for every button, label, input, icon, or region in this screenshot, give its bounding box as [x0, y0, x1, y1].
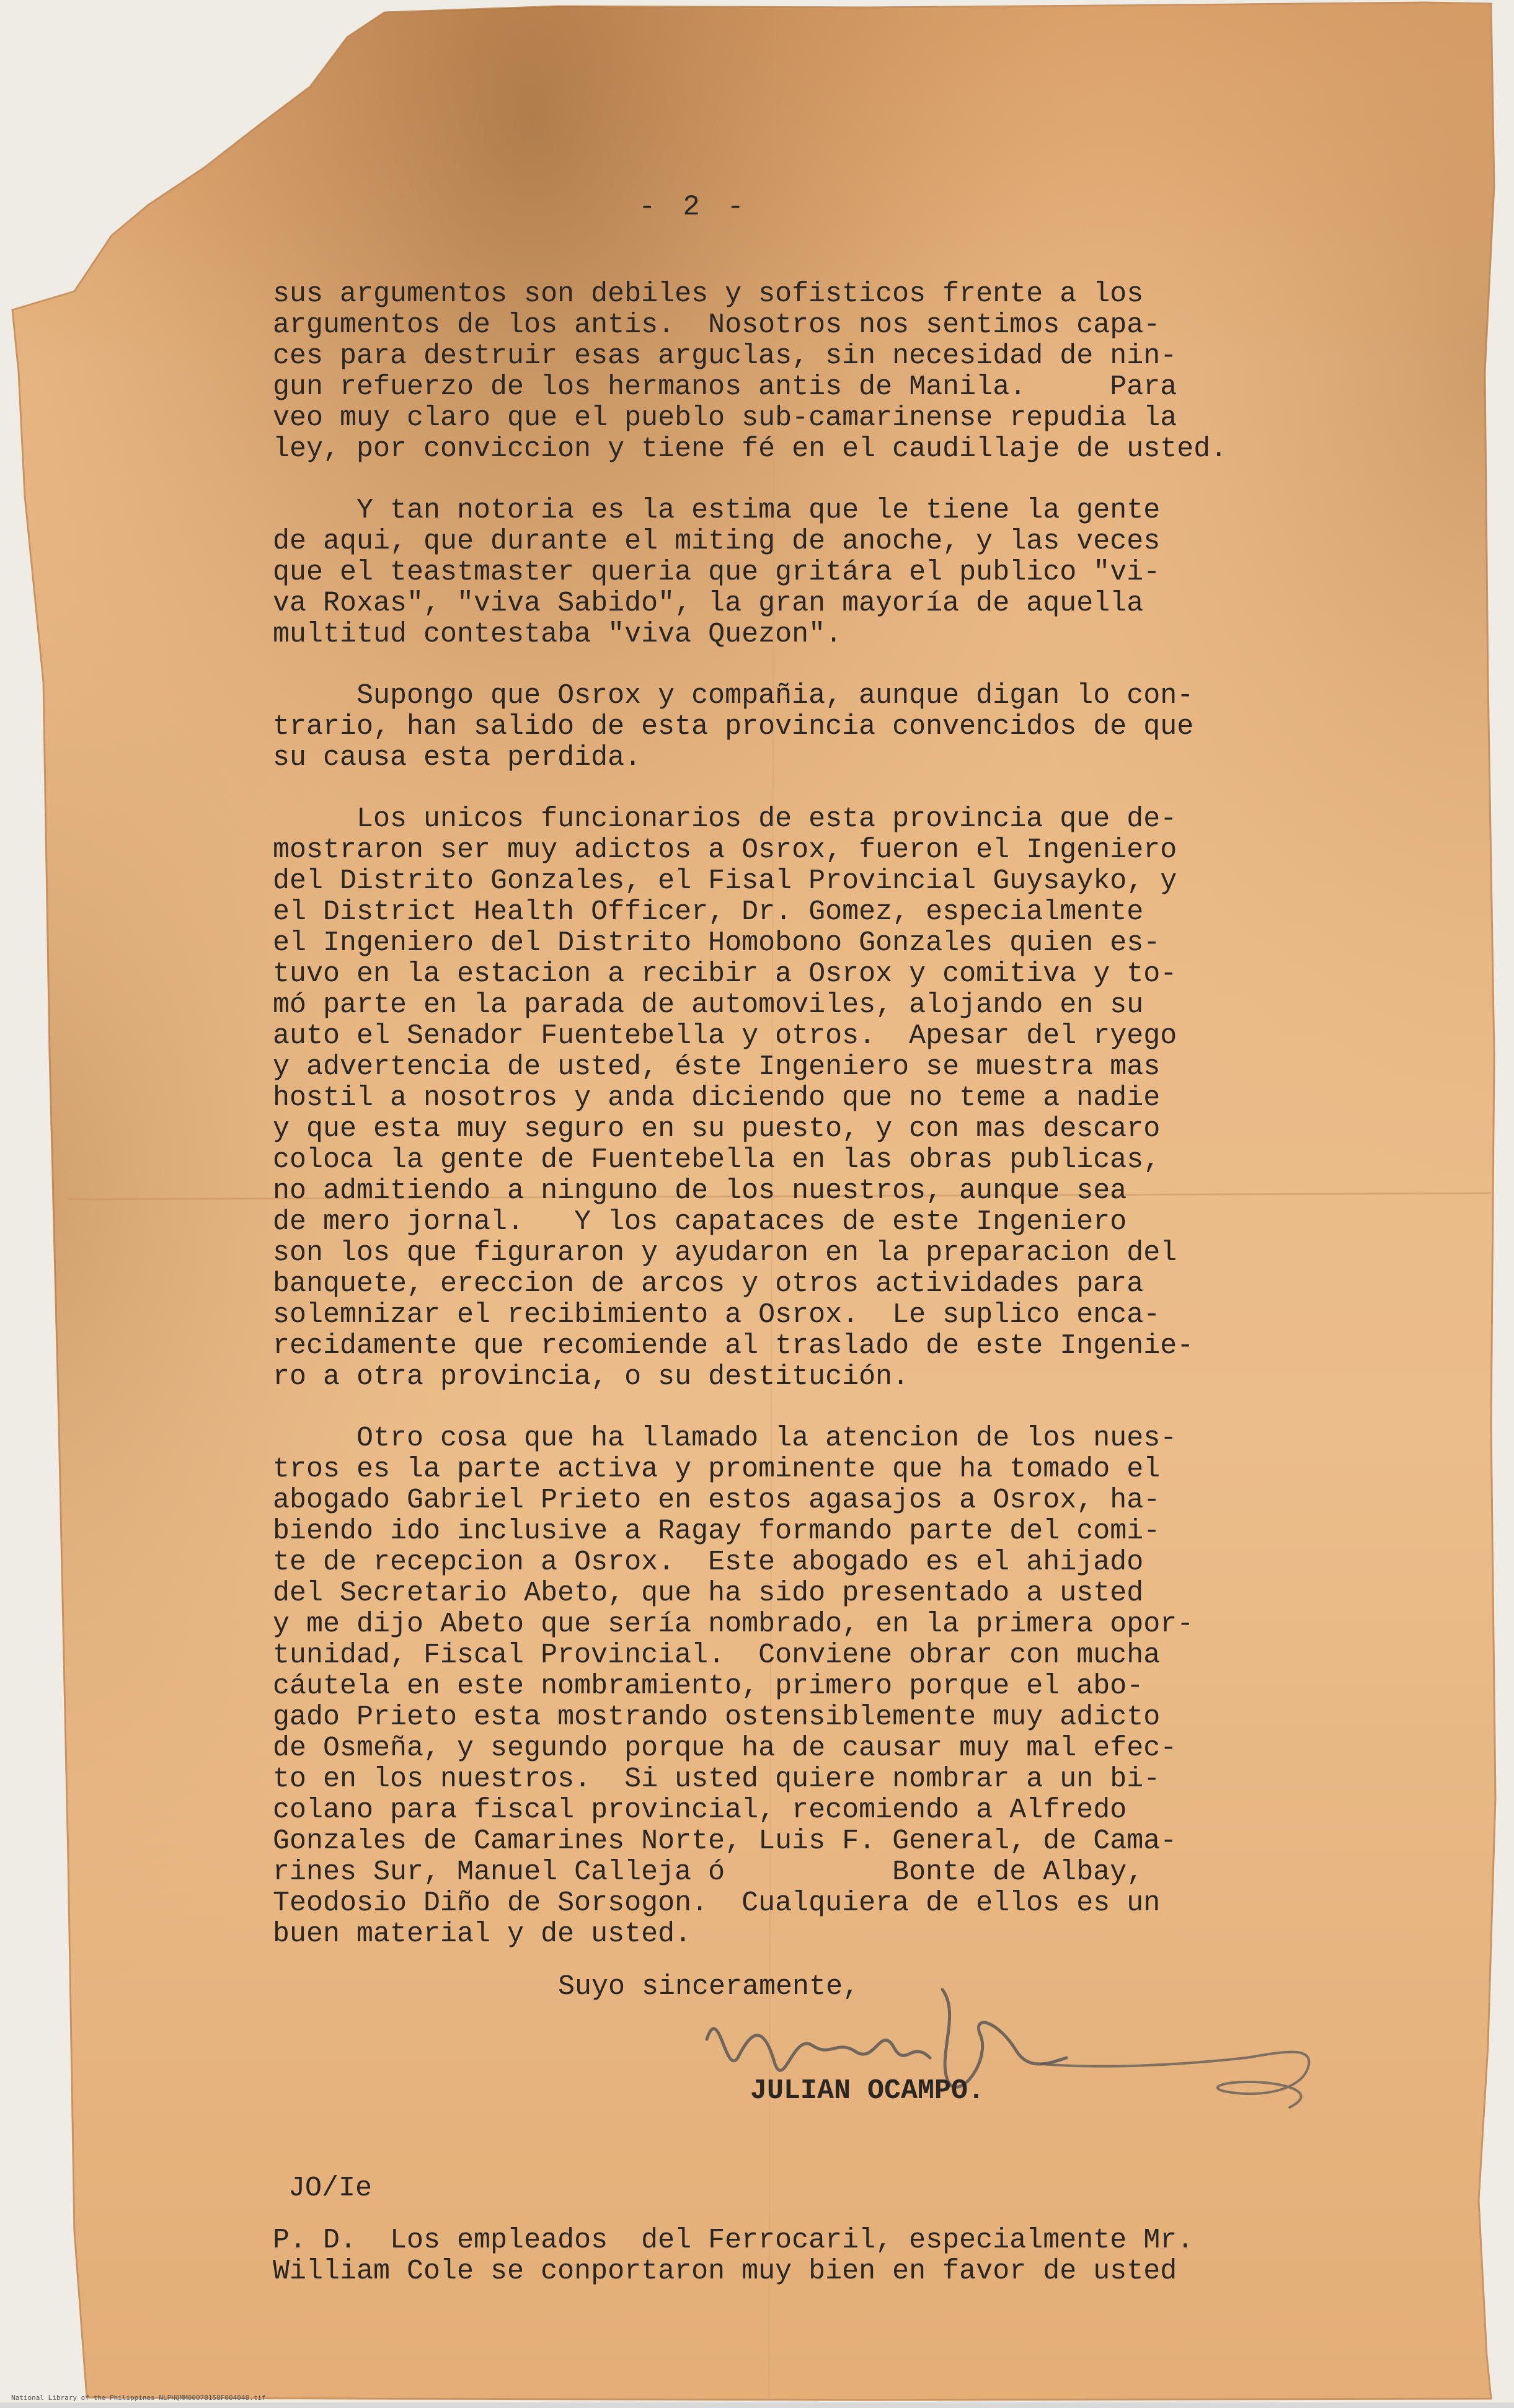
text-line: gado Prieto esta mostrando ostensiblemente muy adicto	[273, 1701, 1161, 1733]
paragraph-2	[273, 495, 1339, 650]
text-line: Gonzales de Camarines Norte, Luis F. General, de Cama-	[273, 1825, 1177, 1857]
text-line: coloca la gente de Fuentebella en las obras publicas,	[273, 1144, 1161, 1176]
text-line: P. D. Los empleados del Ferrocaril, especialmente Mr.	[273, 2225, 1194, 2256]
text-line: de aqui, que durante el miting de anoche, y las veces	[273, 526, 1161, 557]
text-line: de mero jornal. Y los capataces de este Ingeniero	[273, 1206, 1127, 1238]
text-line: del Distrito Gonzales, el Fisal Provincial Guysayko, y	[273, 865, 1177, 897]
text-line: solemnizar el recibimiento a Osrox. Le suplico enca-	[273, 1299, 1161, 1331]
text-line: hostil a nosotros y anda diciendo que no teme a nadie	[273, 1082, 1161, 1114]
text-line: y que esta muy seguro en su puesto, y con mas descaro	[273, 1113, 1161, 1145]
reference-initials: JO/Ie	[288, 2172, 373, 2204]
text-line: biendo ido inclusive a Ragay formando parte del comi-	[273, 1515, 1161, 1547]
text-line: colano para fiscal provincial, recomiendo a Alfredo	[273, 1794, 1127, 1826]
archive-footer-bar	[0, 2402, 1514, 2408]
text-line: argumentos de los antis. Nosotros nos sentimos capa-	[273, 309, 1161, 341]
text-line: banquete, ereccion de arcos y otros actividades para	[273, 1268, 1144, 1300]
text-line: tros es la parte activa y prominente que ha tomado el	[273, 1453, 1161, 1485]
text-line: su causa esta perdida.	[273, 742, 642, 774]
text-line: Y tan notoria es la estima que le tiene la gente	[273, 495, 1161, 526]
signer-name: JULIAN OCAMPO.	[750, 2075, 985, 2107]
paragraph-4	[273, 804, 1339, 1393]
text-line: Los unicos funcionarios de esta provincia que de-	[273, 803, 1177, 835]
text-line: mostraron ser muy adictos a Osrox, fueron el Ingeniero	[273, 834, 1177, 866]
paragraph-3	[273, 681, 1339, 774]
text-line: ley, por conviccion y tiene fé en el caudillaje de usted.	[273, 433, 1228, 465]
text-line: ces para destruir esas arguclas, sin necesidad de nin-	[273, 340, 1177, 372]
paragraph-5	[273, 1423, 1339, 1950]
text-line: va Roxas", "viva Sabido", la gran mayoría de aquella	[273, 588, 1144, 619]
text-line: to en los nuestros. Si usted quiere nombrar a un bi-	[273, 1763, 1161, 1795]
text-line: cáutela en este nombramiento, primero porque el abo-	[273, 1670, 1144, 1702]
paragraph-1	[273, 279, 1339, 465]
text-line: Otro cosa que ha llamado la atencion de los nues-	[273, 1422, 1177, 1454]
text-line: el Ingeniero del Distrito Homobono Gonzales quien es-	[273, 927, 1161, 959]
text-line: el District Health Officer, Dr. Gomez, especialmente	[273, 896, 1144, 928]
text-line: sus argumentos son debiles y sofisticos frente a los	[273, 278, 1144, 310]
text-line: abogado Gabriel Prieto en estos agasajos a Osrox, ha-	[273, 1484, 1161, 1516]
text-line: buen material y de usted.	[273, 1918, 692, 1950]
text-line: Teodosio Diño de Sorsogon. Cualquiera de ellos es un	[273, 1887, 1161, 1919]
text-line: de Osmeña, y segundo porque ha de causar muy mal efec-	[273, 1732, 1177, 1764]
text-line: son los que figuraron y ayudaron en la preparacion del	[273, 1237, 1177, 1269]
text-line: veo muy claro que el pueblo sub-camarinense repudia la	[273, 402, 1177, 434]
text-line: trario, han salido de esta provincia convencidos de que	[273, 711, 1194, 743]
text-line: multitud contestaba "viva Quezon".	[273, 619, 843, 650]
text-line: no admitiendo a ninguno de los nuestros, aunque sea	[273, 1175, 1127, 1207]
text-line: rines Sur, Manuel Calleja ó Bonte de Albay,	[273, 1856, 1144, 1888]
text-line: mó parte en la parada de automoviles, alojando en su	[273, 989, 1144, 1021]
text-line: que el teastmaster queria que gritára el publico "vi-	[273, 557, 1161, 588]
text-line: gun refuerzo de los hermanos antis de Manila. Para	[273, 371, 1177, 403]
text-line: recidamente que recomiende al traslado de este Ingenie-	[273, 1330, 1194, 1362]
text-line: del Secretario Abeto, que ha sido presentado a usted	[273, 1577, 1144, 1609]
text-line: auto el Senador Fuentebella y otros. Apesar del ryego	[273, 1020, 1177, 1052]
page-number: - 2 -	[639, 191, 750, 223]
text-line: tunidad, Fiscal Provincial. Conviene obrar con mucha	[273, 1639, 1161, 1671]
text-line: ro a otra provincia, o su destitución.	[273, 1361, 910, 1393]
text-line: y advertencia de usted, éste Ingeniero se muestra mas	[273, 1051, 1161, 1083]
text-line: te de recepcion a Osrox. Este abogado es el ahijado	[273, 1546, 1144, 1578]
text-line: William Cole se conportaron muy bien en favor de usted	[273, 2256, 1177, 2287]
postscript	[273, 2225, 1339, 2287]
text-line: tuvo en la estacion a recibir a Osrox y comitiva y to-	[273, 958, 1177, 990]
letter-body	[273, 279, 1339, 1980]
closing-salutation: Suyo sinceramente,	[558, 1971, 860, 2003]
text-line: y me dijo Abeto que sería nombrado, en la primera opor-	[273, 1608, 1194, 1640]
text-line: Supongo que Osrox y compañia, aunque digan lo con-	[273, 680, 1194, 712]
archive-footer-label: National Library of the Philippines NLPHQMM00078158F004048.tif	[11, 2394, 266, 2402]
